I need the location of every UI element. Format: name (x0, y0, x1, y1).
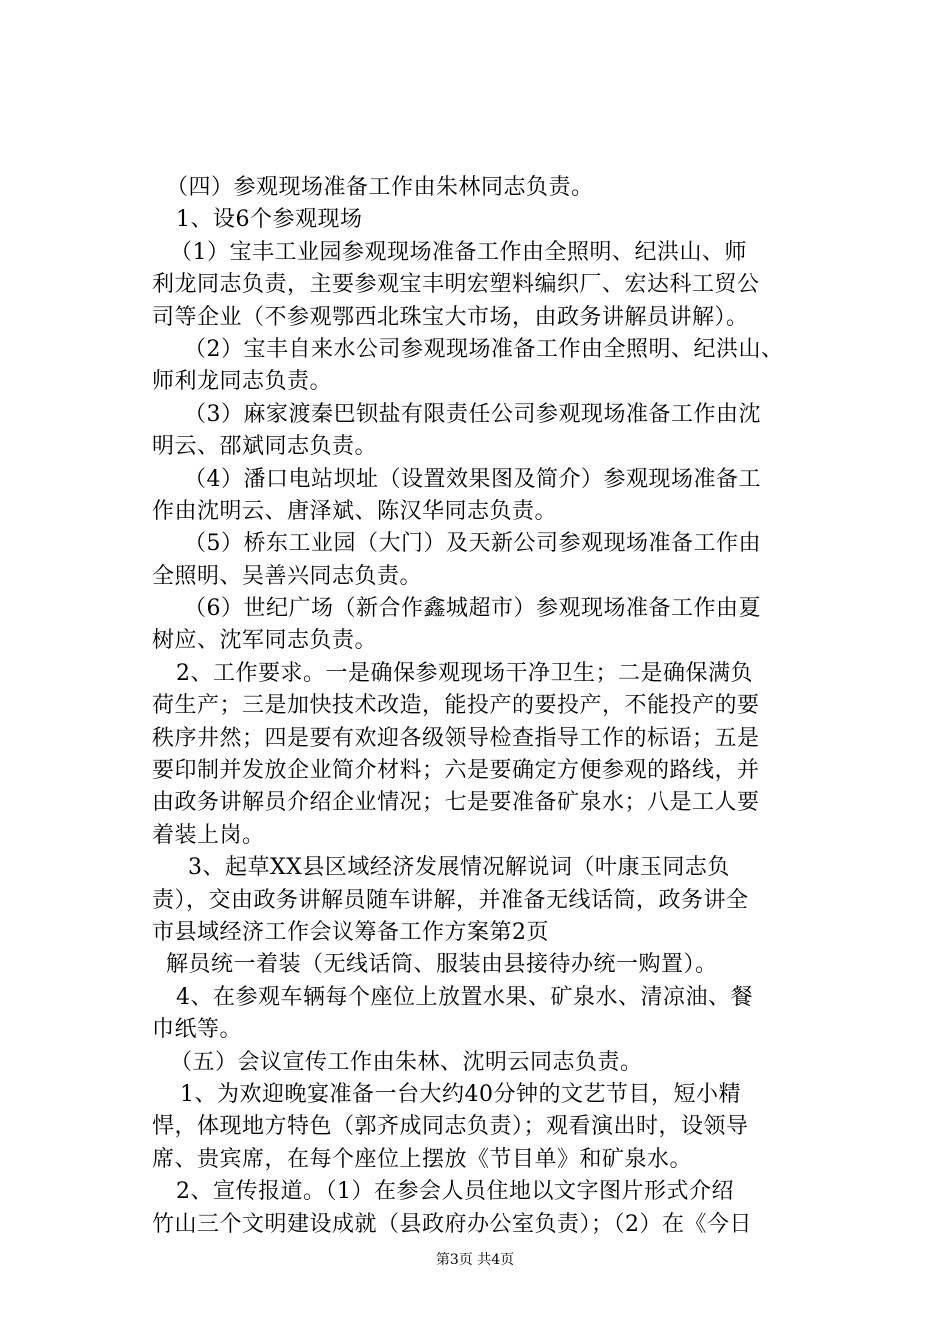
text-line: 利龙同志负责，主要参观宝丰明宏塑料编织厂、宏达科工贸公 (152, 272, 760, 298)
text-line: 全照明、吴善兴同志负责。 (152, 563, 423, 589)
text-line: 由政务讲解员介绍企业情况；七是要准备矿泉水；八是工人要 (152, 790, 760, 816)
text-line: 解员统一着装（无线话筒、服装由县接待办统一购置）。 (166, 952, 718, 978)
text-line: 秩序井然；四是要有欢迎各级领导检查指导工作的标语；五是 (152, 725, 760, 751)
text-line: （2）宝丰自来水公司参观现场准备工作由全照明、纪洪山、 (184, 336, 784, 362)
text-line: 着装上岗。 (152, 822, 265, 848)
text-line: 司等企业（不参观鄂西北珠宝大市场，由政务讲解员讲解）。 (152, 304, 749, 330)
text-line: （3）麻家渡秦巴钡盐有限责任公司参观现场准备工作由沈 (184, 401, 761, 427)
text-line: 1、设6个参观现场 (176, 207, 363, 233)
text-line: 4、在参观车辆每个座位上放置水果、矿泉水、清凉油、餐 (176, 984, 753, 1010)
text-line: 市县域经济工作会议筹备工作方案第2页 (152, 919, 549, 945)
text-line: 竹山三个文明建设成就（县政府办公室负责）；（2）在《今日 (152, 1211, 752, 1237)
text-line: （四）参观现场准备工作由朱林同志负责。 (166, 175, 594, 200)
page-footer: 第3页 共4页 (435, 1252, 515, 1268)
text-line: 巾纸等。 (152, 1017, 243, 1043)
text-line: （6）世纪广场（新合作鑫城超市）参观现场准备工作由夏 (184, 596, 761, 622)
text-line: 悍，体现地方特色（郭齐成同志负责）；观看演出时，设领导 (152, 1114, 749, 1140)
text-line: 树应、沈军同志负责。 (152, 628, 378, 654)
text-line: （5）桥东工业园（大门）及天新公司参观现场准备工作由 (184, 531, 761, 557)
text-line: 要印制并发放企业简介材料；六是要确定方便参观的路线，并 (152, 758, 760, 784)
text-line: （1）宝丰工业园参观现场准备工作由全照明、纪洪山、师 (170, 239, 747, 265)
text-line: 明云、邵斌同志负责。 (152, 434, 378, 460)
text-line: （4）潘口电站坝址（设置效果图及简介）参观现场准备工 (184, 466, 761, 492)
text-line: 1、为欢迎晚宴准备一台大约40分钟的文艺节目，短小精 (180, 1081, 741, 1107)
text-line: 2、工作要求。一是确保参观现场干净卫生；二是确保满负 (176, 660, 753, 686)
document-body (152, 172, 832, 1241)
text-line: 荷生产；三是加快技术改造，能投产的要投产，不能投产的要 (152, 693, 760, 719)
text-line: 3、起草XX县区域经济发展情况解说词（叶康玉同志负 (188, 855, 730, 881)
text-line: 2、宣传报道。（1）在参会人员住地以文字图片形式介绍 (176, 1179, 734, 1205)
text-line: （五）会议宣传工作由朱林、沈明云同志负责。 (170, 1049, 643, 1075)
text-line: 席、贵宾席，在每个座位上摆放《节目单》和矿泉水。 (152, 1146, 693, 1172)
text-line: 师利龙同志负责。 (152, 369, 333, 395)
text-line: 作由沈明云、唐泽斌、陈汉华同志负责。 (152, 498, 558, 524)
text-line: 责），交由政务讲解员随车讲解，并准备无线话筒，政务讲全 (152, 887, 749, 913)
